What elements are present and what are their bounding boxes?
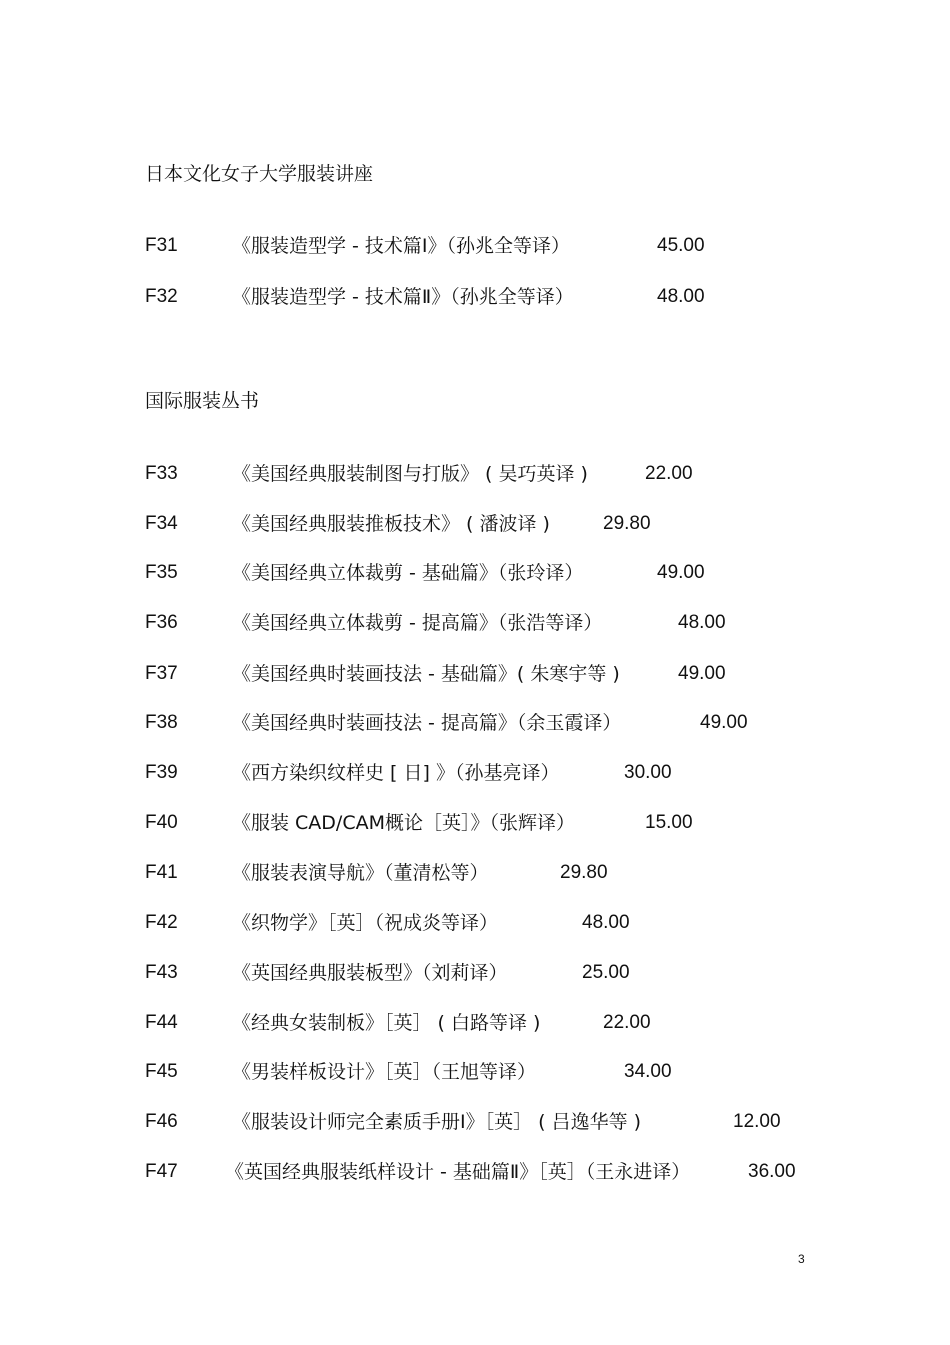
item-title: 《服装设计师完全素质手册Ⅰ》［英］ ( 吕逸华等 ) [232, 1111, 642, 1133]
item-price: 49.00 [657, 562, 705, 583]
list-item [0, 1159, 950, 1185]
item-title: 《服装 CAD/CAM概论［英］》（张辉译） [232, 812, 575, 834]
item-code: F43 [145, 962, 178, 983]
list-item [0, 610, 950, 636]
section-heading: 国际服装丛书 [145, 390, 260, 412]
item-title: 《美国经典时装画技法 - 提高篇》（余玉霞译） [232, 712, 622, 734]
item-title: 《织物学》［英］（祝成炎等译） [232, 912, 499, 934]
list-item [0, 960, 950, 986]
item-title: 《美国经典立体裁剪 - 提高篇》（张浩等译） [232, 612, 603, 634]
list-item [0, 710, 950, 736]
list-item [0, 461, 950, 487]
list-item [0, 560, 950, 586]
item-price: 15.00 [645, 812, 693, 833]
item-code: F36 [145, 612, 178, 633]
item-title: 《男装样板设计》［英］（王旭等译） [232, 1061, 537, 1083]
item-title: 《服装造型学 - 技术篇Ⅱ》（孙兆全等译） [232, 286, 574, 308]
list-item [0, 810, 950, 836]
list-item [0, 233, 950, 259]
list-item [0, 1109, 950, 1135]
item-code: F31 [145, 235, 178, 256]
item-title: 《西方染织纹样史 [ 日] 》（孙基亮译） [232, 762, 560, 784]
item-code: F45 [145, 1061, 178, 1082]
item-price: 22.00 [603, 1012, 651, 1033]
item-price: 48.00 [678, 612, 726, 633]
item-code: F41 [145, 862, 178, 883]
list-item [0, 511, 950, 537]
item-code: F39 [145, 762, 178, 783]
item-code: F44 [145, 1012, 178, 1033]
list-item [0, 284, 950, 310]
item-title: 《美国经典时装画技法 - 基础篇》( 朱寒宇等 ) [232, 663, 620, 685]
item-title: 《服装造型学 - 技术篇Ⅰ》（孙兆全等译） [232, 235, 571, 257]
item-code: F46 [145, 1111, 178, 1132]
item-code: F42 [145, 912, 178, 933]
item-price: 12.00 [733, 1111, 781, 1132]
list-item [0, 910, 950, 936]
list-item [0, 760, 950, 786]
item-title: 《美国经典立体裁剪 - 基础篇》（张玲译） [232, 562, 584, 584]
item-code: F34 [145, 513, 178, 534]
item-price: 48.00 [582, 912, 630, 933]
item-price: 25.00 [582, 962, 630, 983]
item-price: 36.00 [748, 1161, 796, 1182]
item-title: 《英国经典服装纸样设计 - 基础篇Ⅱ》［英］（王永进译） [225, 1161, 691, 1183]
item-title: 《美国经典服装制图与打版》 ( 吴巧英译 ) [232, 463, 588, 485]
list-item [0, 1010, 950, 1036]
item-price: 29.80 [603, 513, 651, 534]
list-item [0, 661, 950, 687]
page-number: 3 [798, 1252, 805, 1266]
item-code: F47 [145, 1161, 178, 1182]
item-price: 49.00 [700, 712, 748, 733]
item-code: F40 [145, 812, 178, 833]
item-code: F33 [145, 463, 178, 484]
item-price: 49.00 [678, 663, 726, 684]
item-price: 22.00 [645, 463, 693, 484]
item-title: 《经典女装制板》［英］ ( 白路等译 ) [232, 1012, 541, 1034]
item-title: 《英国经典服装板型》（刘莉译） [232, 962, 508, 984]
item-price: 30.00 [624, 762, 672, 783]
item-code: F32 [145, 286, 178, 307]
item-price: 48.00 [657, 286, 705, 307]
item-price: 29.80 [560, 862, 608, 883]
item-price: 34.00 [624, 1061, 672, 1082]
section-heading: 日本文化女子大学服装讲座 [145, 163, 374, 185]
item-price: 45.00 [657, 235, 705, 256]
item-code: F35 [145, 562, 178, 583]
item-title: 《服装表演导航》（董清松等） [232, 862, 489, 884]
list-item [0, 860, 950, 886]
item-code: F37 [145, 663, 178, 684]
list-item [0, 1059, 950, 1085]
item-code: F38 [145, 712, 178, 733]
item-title: 《美国经典服装推板技术》 ( 潘波译 ) [232, 513, 550, 535]
